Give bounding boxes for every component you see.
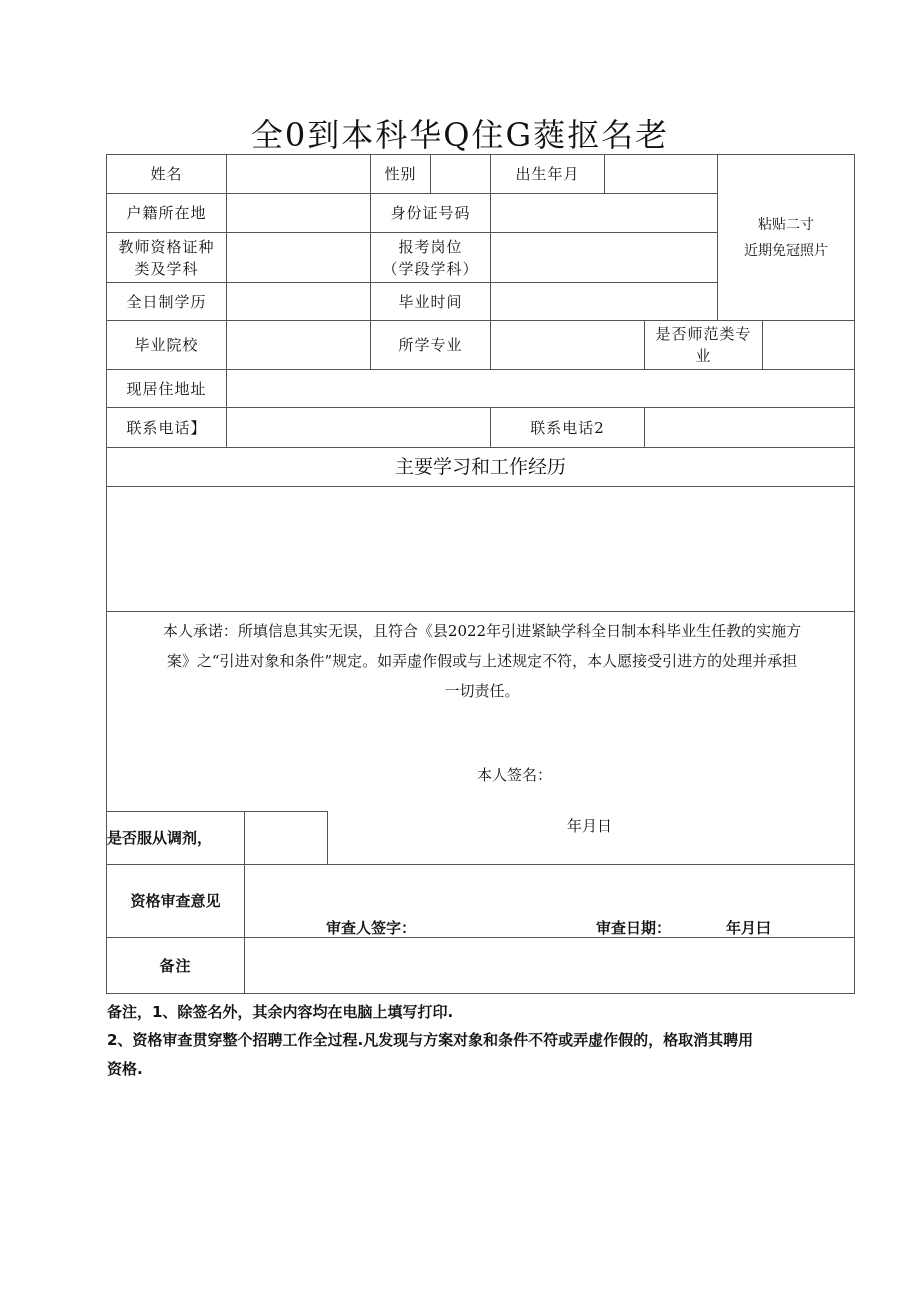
id-label: 身份证号码 xyxy=(370,193,491,233)
address-field[interactable] xyxy=(226,369,855,408)
cert-label-2: 类及学科 xyxy=(134,259,199,278)
post-label xyxy=(370,232,491,283)
review-date: 年月曰 xyxy=(726,919,772,937)
photo-box[interactable] xyxy=(717,154,855,321)
major-field[interactable] xyxy=(490,320,645,370)
hukou-field[interactable] xyxy=(226,193,371,233)
cert-label-1: 教师资格证种 xyxy=(118,237,215,256)
normal-label-1: 是否师范类专 xyxy=(655,325,752,343)
reviewer-signature-label: 审查人签字： xyxy=(326,919,417,937)
post-field[interactable] xyxy=(490,232,718,283)
review-label: 资格审查意见 xyxy=(106,864,245,938)
remark-field[interactable] xyxy=(244,937,855,994)
name-label: 姓名 xyxy=(106,154,227,194)
photo-text-1: 粘贴二寸 xyxy=(758,216,814,233)
signature-label: 本人签名： xyxy=(477,766,553,784)
school-label: 毕业院校 xyxy=(106,320,227,370)
photo-text-2: 近期免冠照片 xyxy=(744,242,828,259)
promise-text xyxy=(112,616,852,706)
adjust-field[interactable] xyxy=(244,811,328,865)
review-date-label: 审查日期： xyxy=(596,919,672,937)
post-label-2: （学段学科） xyxy=(382,259,479,278)
promise-line: 本人承诺：所填信息其实无误，且符合《县2022年引进紧缺学科全日制本科毕业生任教的实施方 xyxy=(162,622,802,640)
phone2-label: 联系电话2 xyxy=(490,407,645,448)
id-field[interactable] xyxy=(490,193,718,233)
normal-label xyxy=(644,320,763,370)
address-label: 现居住地址 xyxy=(106,369,227,408)
normal-label-2: 业 xyxy=(695,347,712,365)
phone1-label: 联系电话】 xyxy=(106,407,227,448)
remark-label: 备注 xyxy=(106,937,245,994)
phone2-field[interactable] xyxy=(644,407,855,448)
promise-line: 一切责任。 xyxy=(444,682,520,700)
gender-field[interactable] xyxy=(430,154,491,194)
grad-time-label: 毕业时间 xyxy=(370,282,491,321)
phone1-field[interactable] xyxy=(226,407,491,448)
grad-time-field[interactable] xyxy=(490,282,718,321)
edu-field[interactable] xyxy=(226,282,371,321)
major-label: 所学专业 xyxy=(370,320,491,370)
post-label-1: 报考岗位 xyxy=(398,237,463,256)
hukou-label: 户籍所在地 xyxy=(106,193,227,233)
school-field[interactable] xyxy=(226,320,371,370)
note-1: 备注，1、除签名外，其余内容均在电脑上填写打印. xyxy=(107,1003,454,1021)
name-field[interactable] xyxy=(226,154,371,194)
normal-field[interactable] xyxy=(762,320,855,370)
gender-label: 性别 xyxy=(370,154,431,194)
birth-field[interactable] xyxy=(604,154,718,194)
experience-field[interactable] xyxy=(106,486,855,612)
note-2: 2、资格审查贯穿整个招聘工作全过程.凡发现与方案对象和条件不符或弄虚作假的，格取消其聘用 xyxy=(107,1031,754,1049)
cert-label xyxy=(106,232,227,283)
adjust-label: 是否服从调剂， xyxy=(106,811,245,865)
note-3: 资格. xyxy=(107,1060,143,1078)
cert-field[interactable] xyxy=(226,232,371,283)
edu-label: 全日制学历 xyxy=(106,282,227,321)
promise-date: 年月日 xyxy=(567,817,613,835)
promise-line: 案》之“引进对象和条件”规定。如弄虚作假或与上述规定不符，本人愿接受引进方的处理并承担 xyxy=(166,652,798,670)
birth-label: 出生年月 xyxy=(490,154,605,194)
experience-heading: 主要学习和工作经历 xyxy=(106,447,855,487)
form-title: 全0到本科华Q住G蕤抠名老 xyxy=(250,116,670,154)
